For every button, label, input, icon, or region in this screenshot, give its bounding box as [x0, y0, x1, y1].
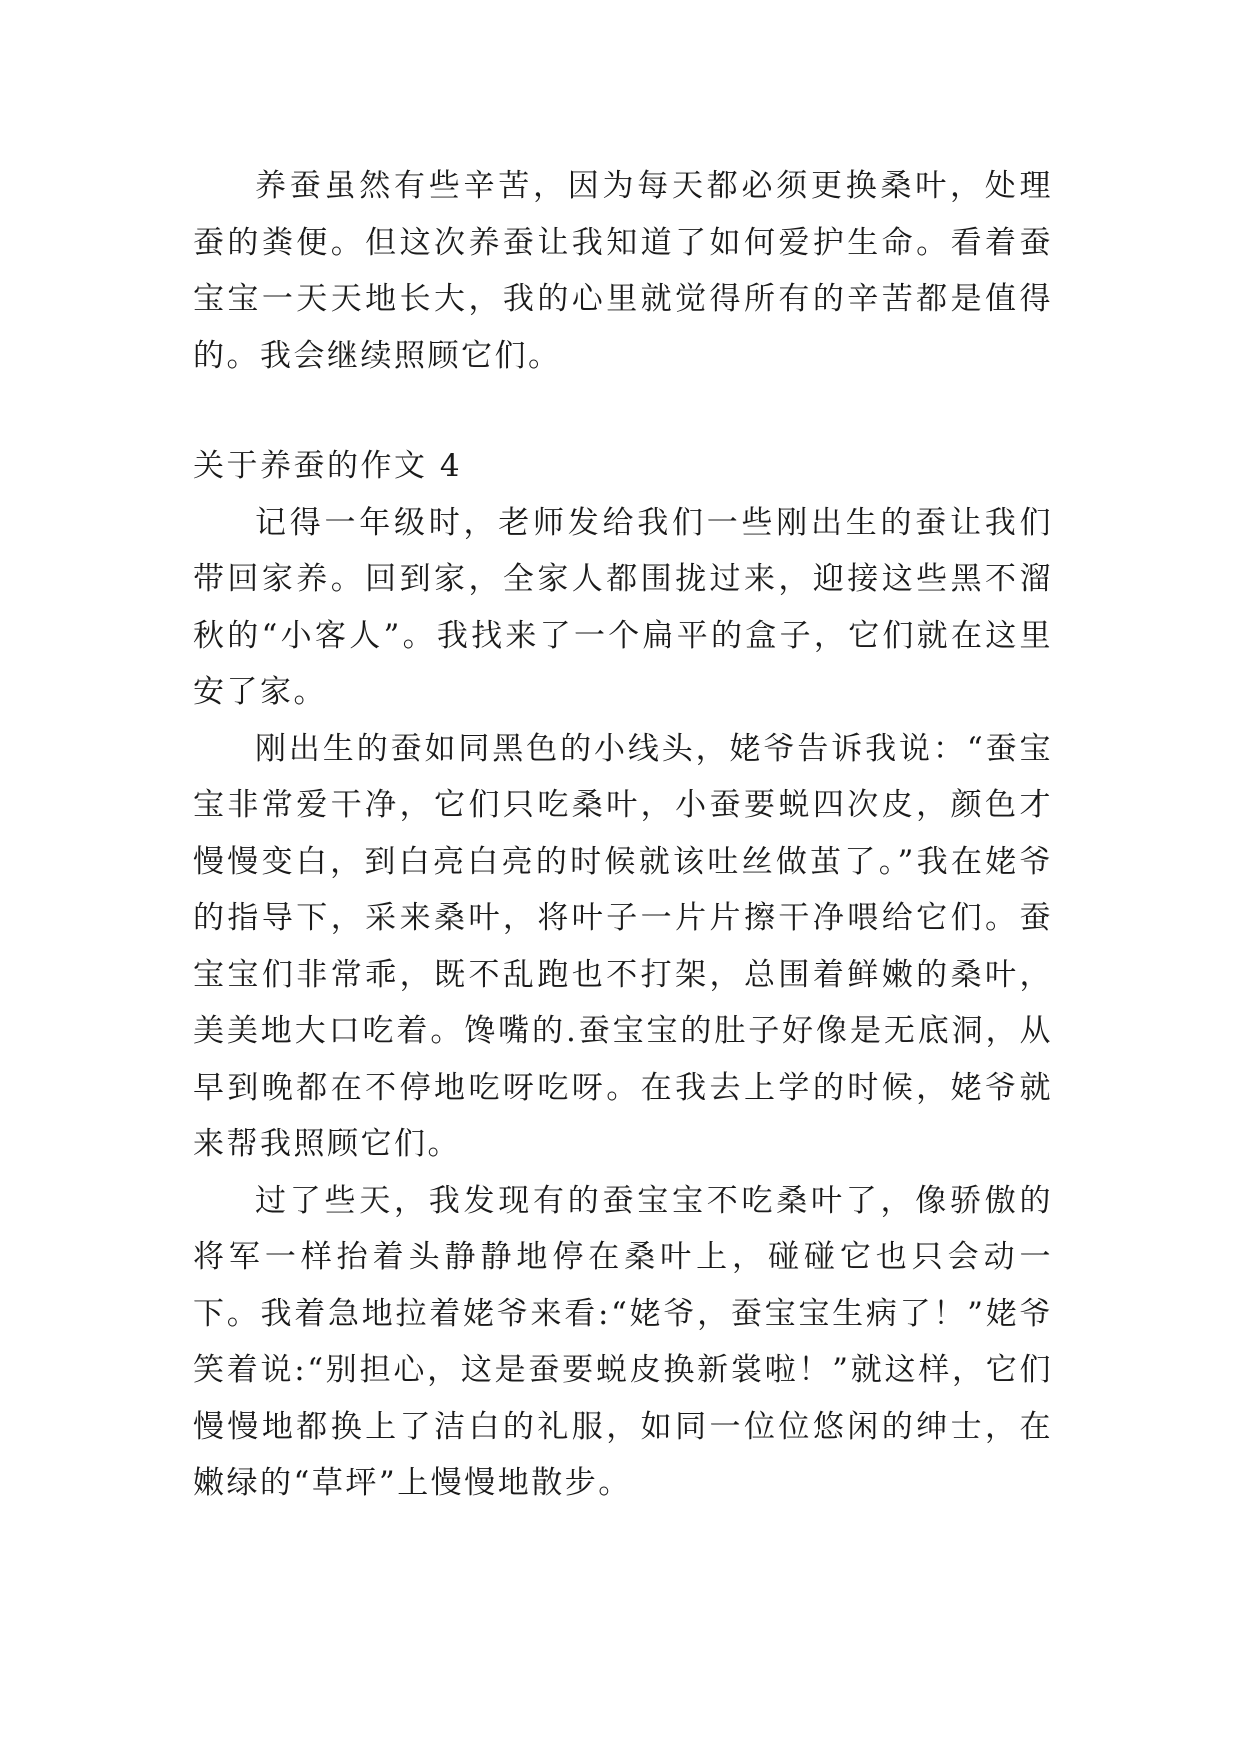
section-heading: 关于养蚕的作文 4 — [193, 448, 463, 484]
paragraph-closing: 养蚕虽然有些辛苦，因为每天都必须更换桑叶，处理蚕的粪便。但这次养蚕让我知道了如何爱护生命。看着蚕宝宝一天天地长大，我的心里就觉得所有的辛苦都是值得的。我会继续照顾它们。 — [193, 168, 1053, 374]
paragraph-2: 刚出生的蚕如同黑色的小线头，姥爷告诉我说：“蚕宝宝非常爱干净，它们只吃桑叶，小蚕要蜕四次皮，颜色才慢慢变白，到白亮白亮的时候就该吐丝做茧了。”我在姥爷的指导下，采来桑叶，将叶子一片片擦干净喂给它们。蚕宝宝们非常乖，既不乱跑也不打架，总围着鲜嫩的桑叶，美美地大口吃着。馋嘴的.蚕宝宝的肚子好像是无底洞，从早到晚都在不停地吃呀吃呀。在我去上学的时候，姥爷就来帮我照顾它们。 — [193, 730, 1053, 1162]
paragraph-1: 记得一年级时，老师发给我们一些刚出生的蚕让我们带回家养。回到家，全家人都围拢过来，迎接这些黑不溜秋的“小客人”。我找来了一个扁平的盒子，它们就在这里安了家。 — [193, 504, 1053, 710]
document-page — [193, 158, 1053, 1512]
paragraph-3: 过了些天，我发现有的蚕宝宝不吃桑叶了，像骄傲的将军一样抬着头静静地停在桑叶上，碰碰它也只会动一下。我着急地拉着姥爷来看:“姥爷，蚕宝宝生病了！”姥爷笑着说:“别担心，这是蚕要蜕皮换新裳啦！”就这样，它们慢慢地都换上了洁白的礼服，如同一位位悠闲的绅士，在嫩绿的“草坪”上慢慢地散步。 — [193, 1182, 1053, 1501]
